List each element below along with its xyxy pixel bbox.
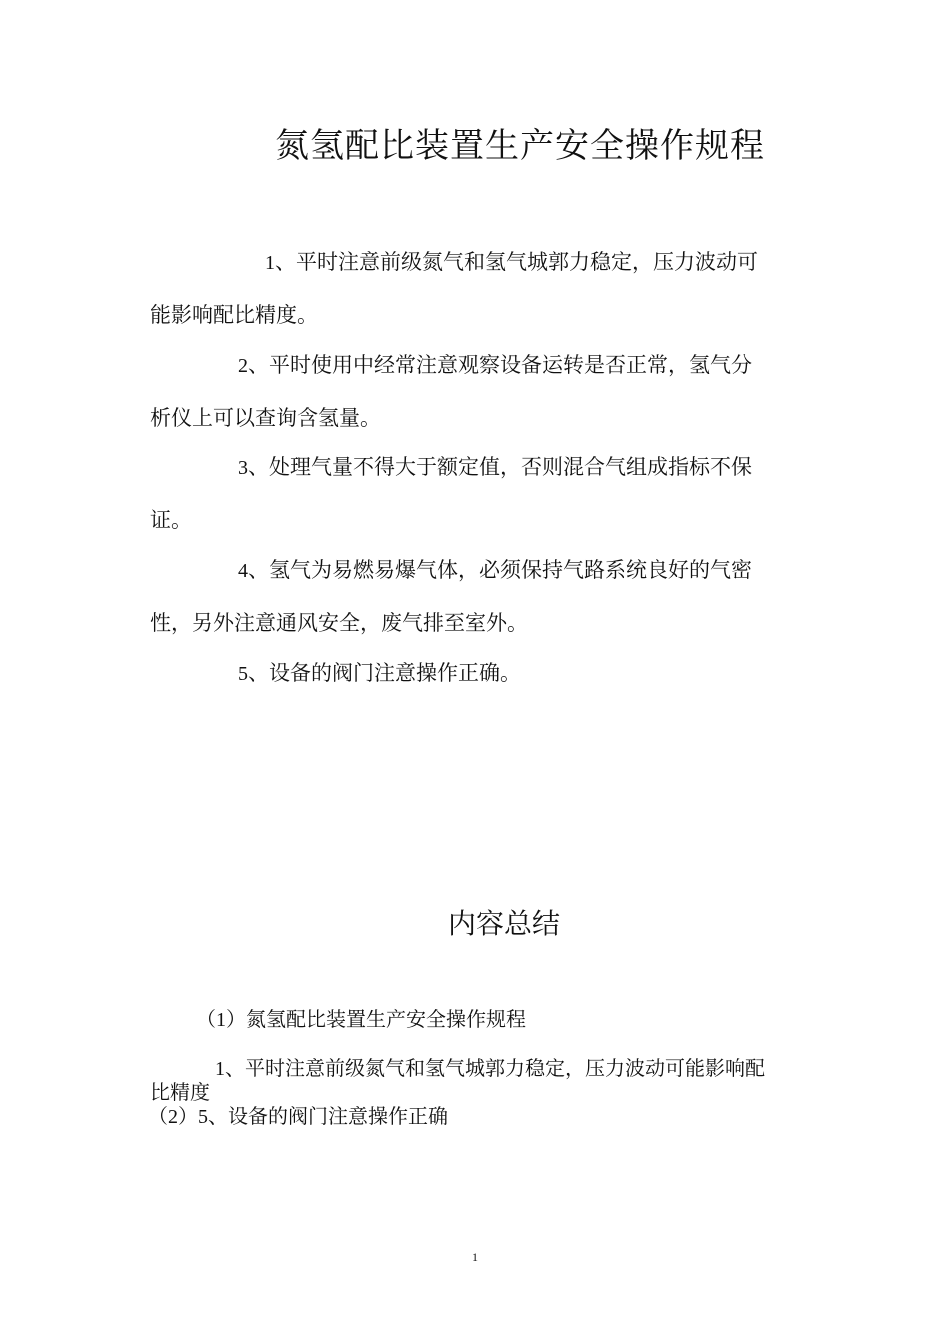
summary-item-1-sub-text: 、平时注意前级氮气和氢气城郭力稳定，压力波动可能影响配	[225, 1056, 765, 1080]
paragraph-3-line-2: 证。	[150, 508, 192, 532]
summary-item-1-sub-line-2: 比精度	[150, 1080, 210, 1104]
paragraph-2-line-1	[150, 339, 795, 392]
paragraph-3-number: 3	[238, 457, 248, 479]
paragraph-2	[150, 339, 795, 444]
paragraph-2-number: 2	[238, 355, 248, 377]
paragraph-5-text: 、设备的阀门注意操作正确。	[248, 661, 521, 685]
summary-item-2-text: 、设备的阀门注意操作正确	[208, 1104, 448, 1128]
summary-title: 内容总结	[448, 907, 561, 940]
summary-item-2-label: （2）	[148, 1106, 198, 1128]
paragraph-2-line-2: 析仪上可以查询含氢量。	[150, 406, 381, 430]
paragraph-1	[150, 236, 795, 341]
summary-item-1	[196, 1003, 841, 1032]
paragraph-1-number: 1	[265, 252, 275, 274]
paragraph-4-text: 、氢气为易燃易爆气体，必须保持气路系统良好的气密	[248, 558, 752, 582]
paragraph-4-line-1	[150, 544, 795, 597]
summary-item-1-text: 氮氢配比装置生产安全操作规程	[246, 1007, 526, 1031]
paragraph-4-number: 4	[238, 560, 248, 582]
summary-item-2-number: 5	[198, 1106, 208, 1128]
document-title: 氮氢配比装置生产安全操作规程	[275, 126, 765, 166]
summary-item-1-label: （1）	[196, 1009, 246, 1031]
paragraph-3	[150, 441, 795, 546]
paragraph-3-line-1	[150, 441, 795, 494]
paragraph-5-number: 5	[238, 663, 248, 685]
paragraph-4-line-2: 性，另外注意通风安全，废气排至室外。	[150, 611, 528, 635]
paragraph-1-line-1	[150, 236, 795, 289]
paragraph-5-line-1	[150, 647, 795, 700]
paragraph-3-text: 、处理气量不得大于额定值，否则混合气组成指标不保	[248, 455, 752, 479]
paragraph-1-line-2: 能影响配比精度。	[150, 303, 318, 327]
page-number: 1	[472, 1250, 478, 1264]
paragraph-5	[150, 647, 795, 700]
summary-item-2	[148, 1100, 793, 1129]
summary-item-1-sub-number: 1	[215, 1058, 225, 1080]
paragraph-1-text: 、平时注意前级氮气和氢气城郭力稳定，压力波动可	[275, 250, 758, 274]
paragraph-4	[150, 544, 795, 649]
paragraph-2-text: 、平时使用中经常注意观察设备运转是否正常，氢气分	[248, 353, 752, 377]
